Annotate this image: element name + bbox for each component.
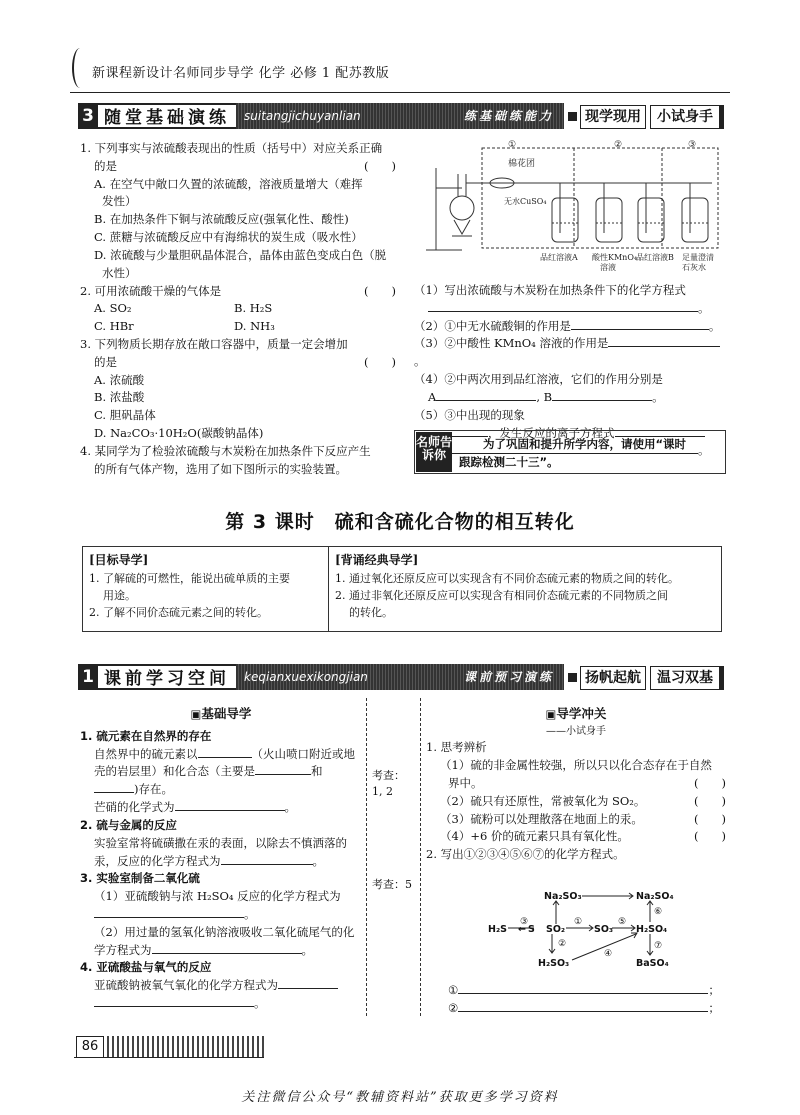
think-2: （2）硫只有还原性，常被氧化为 SO₂。 <box>440 793 646 808</box>
topic2-blank[interactable] <box>221 853 313 865</box>
exam-note-1-value: 1, 2 <box>372 785 393 798</box>
divider-right <box>420 698 421 1016</box>
q3-option-a: A. 浓硫酸 <box>94 372 145 387</box>
topic4-title: 4. 亚硫酸盐与氧气的反应 <box>80 960 212 975</box>
q1-stem: 1. 下列事实与浓硫酸表现出的性质（括号中）对应关系正确 <box>80 141 383 155</box>
q-write-equations: 2. 写出①②③④⑤⑥⑦的化学方程式。 <box>426 847 625 862</box>
q3-option-d: D. Na₂CO₃·10H₂O(碳酸钠晶体) <box>94 426 264 440</box>
topic2-title: 2. 硫与金属的反应 <box>80 817 177 832</box>
bottle3-label: 品红溶液B <box>636 253 674 262</box>
think-4-paren: ( ) <box>694 829 726 844</box>
page-number: 86 <box>76 1036 104 1058</box>
cuso4-label: 无水CuSO₄ <box>504 197 547 206</box>
q4-sub5-b: ，发生反应的离子方程式 <box>488 425 615 440</box>
scheme-na2so3: Na₂SO₃ <box>544 891 582 902</box>
section3-pinyin-bar <box>236 103 564 129</box>
q4-sub5: （5）③中出现的现象 <box>414 407 525 422</box>
topic2-b: 汞，反应的化学方程式为 <box>94 853 221 868</box>
q1-option-d: D. 浓硫酸与少量胆矾晶体混合，晶体由蓝色变成白色（脱 <box>94 247 387 262</box>
goals-left-2: 2. 了解不同价态硫元素之间的转化。 <box>89 605 268 619</box>
lesson-title: 第 3 课时 硫和含硫化合物的相互转化 <box>225 511 575 533</box>
topic3-blank2[interactable] <box>152 942 302 954</box>
basic-guide-head: 基础导学 <box>201 706 252 721</box>
q1-option-b: B. 在加热条件下铜与浓硫酸反应(强氧化性、酸性) <box>94 212 349 227</box>
guide-challenge-sub: ——小试身手 <box>546 725 606 737</box>
topic1-f: 芒硝的化学式为 <box>94 800 175 815</box>
section1-tag1: 扬帆起航 <box>580 666 646 690</box>
think-4: （4）+6 价的硫元素只具有氧化性。 <box>440 829 629 844</box>
topic3-blank1[interactable] <box>94 906 244 918</box>
answer-line-2-blank[interactable] <box>458 1000 708 1012</box>
section1-tag2: 温习双基 <box>650 666 724 690</box>
q1-option-a2: 发性） <box>102 194 137 209</box>
topic3-c: 学方程式为 <box>94 942 152 957</box>
section1-pinyin-bar <box>236 664 564 690</box>
topic1-e: )存在。 <box>134 782 173 797</box>
topic4-blank2[interactable] <box>94 995 254 1007</box>
header-curve <box>72 48 88 88</box>
section1-title: 课前学习空间 <box>98 664 236 690</box>
flask <box>450 196 474 220</box>
q2-option-d: D. NH₃ <box>234 319 275 334</box>
topic1-a: 自然界中的硫元素以 <box>94 746 198 761</box>
section3-banner <box>78 103 724 129</box>
header-title: 新课程新设计名师同步导学 化学 必修 1 配苏教版 <box>92 66 390 81</box>
topic1-blank1[interactable] <box>198 746 252 758</box>
q2-option-a: A. SO₂ <box>94 301 132 316</box>
q4-sub1-blank[interactable] <box>428 300 698 312</box>
q1-option-c: C. 蔗糖与浓硫酸反应中有海绵状的炭生成（吸水性） <box>94 230 363 245</box>
scheme-baso4: BaSO₄ <box>636 958 669 969</box>
topic3-a: （1）亚硫酸钠与浓 H₂SO₄ 反应的化学方程式为 <box>94 889 341 904</box>
topic1-blank3[interactable] <box>94 781 134 793</box>
scheme-num-2: ② <box>558 939 567 949</box>
q4-sub4-a-blank[interactable] <box>436 389 536 401</box>
goals-right-head: [背诵经典导学] <box>335 553 419 567</box>
think-3: （3）硫粉可以处理散落在地面上的汞。 <box>440 811 643 826</box>
square-icon <box>564 103 580 129</box>
section3-pinyin: suitangjichuyanlian <box>244 109 361 123</box>
q4-sub2-blank[interactable] <box>571 318 709 330</box>
section3-title: 随堂基础演练 <box>98 103 236 129</box>
q4-sub4-b-blank[interactable] <box>552 389 652 401</box>
apparatus-diagram <box>412 138 728 278</box>
q2-paren: ( ) <box>364 283 396 298</box>
scheme-num-5: ⑤ <box>618 917 627 927</box>
bottle1-label: 品红溶液A <box>540 253 578 262</box>
teacher-note-text1: 为了巩固和提升所学内容，请使用“课时 <box>483 437 687 451</box>
q1-option-d2: 水性） <box>102 265 137 280</box>
bottle2-label2: 溶液 <box>600 263 616 272</box>
scheme-so3: SO₃ <box>594 924 614 935</box>
q4-stem: 4. 某同学为了检验浓硫酸与木炭粉在加热条件下反应产生 <box>80 443 371 458</box>
answer-line-2-semi: ； <box>708 1001 720 1015</box>
q4-sub3-blank[interactable] <box>608 335 720 347</box>
teacher-note-box <box>414 430 726 474</box>
q1-paren: ( ) <box>364 158 396 173</box>
divider-left <box>366 698 367 1016</box>
section3-right-column: （1）写出浓硫酸与木炭粉在加热条件下的化学方程式 。 （2）①中无水硫酸铜的作用是 。 （3）②中酸性 KMnO₄ 溶液的作用是。 （4）②中两次用到品红溶液，它们的作用分别是 A , B 。 （5）③中出现的现象 ，发生反应的离子方程式 。 <box>414 282 728 460</box>
section1-slogan: 课前预习演练 <box>463 670 554 684</box>
goals-left-head: [目标导学] <box>89 553 149 567</box>
guide-challenge-head: 导学冲关 <box>556 706 607 721</box>
scheme-num-6: ⑥ <box>654 907 663 917</box>
burner-flame <box>454 220 470 234</box>
think-1b: 界中。 <box>448 775 483 790</box>
topic4-blank1[interactable] <box>278 977 338 989</box>
goals-left-1: 1. 了解硫的可燃性，能说出硫单质的主要 <box>89 571 290 585</box>
square-icon <box>564 664 580 690</box>
header-rule <box>70 92 730 93</box>
section3-tag2: 小试身手 <box>650 105 724 129</box>
sulfur-scheme <box>486 880 686 976</box>
bookmark-icon: ▣ <box>190 707 202 721</box>
cotton-label: 棉花团 <box>508 159 536 169</box>
footer-text: 关注微信公众号“教辅资料站”获取更多学习资料 <box>241 1090 559 1105</box>
circle-label-3: ③ <box>688 140 697 150</box>
q3-stem2: 的是 <box>94 354 117 369</box>
section3-slogan: 练基础练能力 <box>463 109 554 123</box>
scheme-arrow-left: ← <box>518 924 526 935</box>
bottle4-label2: 石灰水 <box>682 263 706 272</box>
topic1-title: 1. 硫元素在自然界的存在 <box>80 728 212 743</box>
answer-line-1-semi: ； <box>708 983 720 997</box>
exam-note-2: 考查：5 <box>372 878 412 891</box>
teacher-note-text2: 跟踪检测二十三”。 <box>459 455 559 469</box>
section1-right-column <box>426 704 726 864</box>
topic4-a: 亚硫酸钠被氧气氧化的化学方程式为 <box>94 978 278 993</box>
teacher-note-badge: 名师告诉你 <box>416 432 452 472</box>
q1-stem2: 的是 <box>94 158 117 173</box>
circle-label-2: ② <box>614 140 623 150</box>
q4-sub3: （3）②中酸性 KMnO₄ 溶液的作用是 <box>414 336 609 351</box>
q2-option-c: C. HBr <box>94 319 134 334</box>
section3-number: 3 <box>78 103 98 129</box>
think-1-paren: ( ) <box>694 775 726 790</box>
topic3-b: （2）用过量的氢氧化钠溶液吸收二氧化硫尾气的化 <box>94 924 355 939</box>
think-1: （1）硫的非金属性较强，所以只以化合态存在于自然 <box>440 758 712 773</box>
exam-note-1 <box>372 768 418 800</box>
q4-sub1: （1）写出浓硫酸与木炭粉在加热条件下的化学方程式 <box>414 283 686 297</box>
scheme-h2s: H₂S <box>488 924 507 935</box>
topic1-c: 壳的岩层里）和化合态（主要是 <box>94 764 255 779</box>
bottle-4 <box>682 183 708 242</box>
bookmark-icon: ▣ <box>545 707 557 721</box>
topic1-b: （火山喷口附近或地 <box>251 746 355 761</box>
section1-pinyin: keqianxuexikongjian <box>244 670 368 684</box>
q4-stem2: 的所有气体产物，选用了如下图所示的实验装置。 <box>94 461 347 476</box>
answer-line-1 <box>448 982 728 1000</box>
scheme-h2so3: H₂SO₃ <box>538 958 570 969</box>
exam-note-1-label: 考查： <box>372 769 405 782</box>
q3-option-b: B. 浓盐酸 <box>94 390 145 405</box>
answer-line-1-label: ① <box>448 983 459 997</box>
section1-number: 1 <box>78 664 98 690</box>
scheme-h2so4: H₂SO₄ <box>636 924 668 935</box>
goals-right-2: 2. 通过非氧化还原反应可以实现含有相同价态硫元素的不同物质之间 <box>335 588 668 602</box>
q4-sub4-b: , B <box>536 389 553 404</box>
scheme-s: S <box>528 924 535 935</box>
section1-banner <box>78 664 724 690</box>
q3-stem: 3. 下列物质长期存放在敞口容器中，质量一定会增加 <box>80 336 348 351</box>
q3-option-c: C. 胆矾晶体 <box>94 408 156 423</box>
section3-tag1: 现学现用 <box>580 105 646 129</box>
circle-label-1: ① <box>508 140 517 150</box>
topic1-d: 和 <box>311 764 323 779</box>
topic2-a: 实验室常将硫磺撒在汞的表面，以除去不慎洒落的 <box>94 835 347 850</box>
goals-right-1: 1. 通过氧化还原反应可以实现含有不同价态硫元素的物质之间的转化。 <box>335 571 679 585</box>
q4-sub2: （2）①中无水硫酸铜的作用是 <box>414 318 571 333</box>
scheme-num-4: ④ <box>604 949 613 959</box>
section3-left-column <box>80 140 396 478</box>
q1-option-a: A. 在空气中敞口久置的浓硫酸，溶液质量增大（难挥 <box>94 176 363 191</box>
section1-left-column: ▣基础导学 1. 硫元素在自然界的存在 自然界中的硫元素以 （火山喷口附近或地 壳的岩层里）和化合态（主要是 和 )存在。 芒硝的化学式为 。 2. 硫与金属的反应 实验室常将硫磺撒在汞的表面，以除去不慎洒落的 汞，反应的化学方程式为 。 3. 实验室制备二氧化硫 （1）亚硫酸钠与浓 H₂SO₄ 反应的化学方程式为 。 （2）用过量的氢氧化钠溶液吸收二氧化硫尾气的化 学方程式为 。 4. 亚硫酸盐与氧气的反应 亚硫酸钠被氧气氧化的化学方程式为 。 <box>80 704 362 1013</box>
goals-box <box>82 546 722 632</box>
q4-sub4: （4）②中两次用到品红溶液，它们的作用分别是 <box>414 372 663 387</box>
q-think: 1. 思考辨析 <box>426 740 487 755</box>
topic1-blank2[interactable] <box>255 763 311 775</box>
scheme-na2so4: Na₂SO₄ <box>636 891 674 902</box>
scheme-so2: SO₂ <box>546 924 566 935</box>
answer-line-2-label: ② <box>448 1001 459 1015</box>
topic3-title: 3. 实验室制备二氧化硫 <box>80 871 200 886</box>
q2-stem: 2. 可用浓硫酸干燥的气体是 <box>80 283 222 298</box>
goals-left-1b: 用途。 <box>103 588 136 602</box>
bottle-3 <box>638 183 664 242</box>
bottle-2 <box>596 183 622 242</box>
think-3-paren: ( ) <box>694 811 726 826</box>
topic1-blank4[interactable] <box>175 799 285 811</box>
think-2-paren: ( ) <box>694 793 726 808</box>
bottle4-label: 足量澄清 <box>682 253 714 262</box>
scheme-num-7: ⑦ <box>654 941 663 951</box>
q2-option-b: B. H₂S <box>234 301 273 316</box>
q4-sub4-a: A <box>428 389 437 404</box>
goals-right-2b: 的转化。 <box>349 605 393 619</box>
scheme-num-1: ① <box>574 917 583 927</box>
q3-paren: ( ) <box>364 354 396 369</box>
answer-line-1-blank[interactable] <box>458 982 708 994</box>
scheme-num-3: ③ <box>520 917 529 927</box>
answer-line-2 <box>448 1000 728 1018</box>
bottle2-label: 酸性KMnO₄ <box>592 253 638 262</box>
